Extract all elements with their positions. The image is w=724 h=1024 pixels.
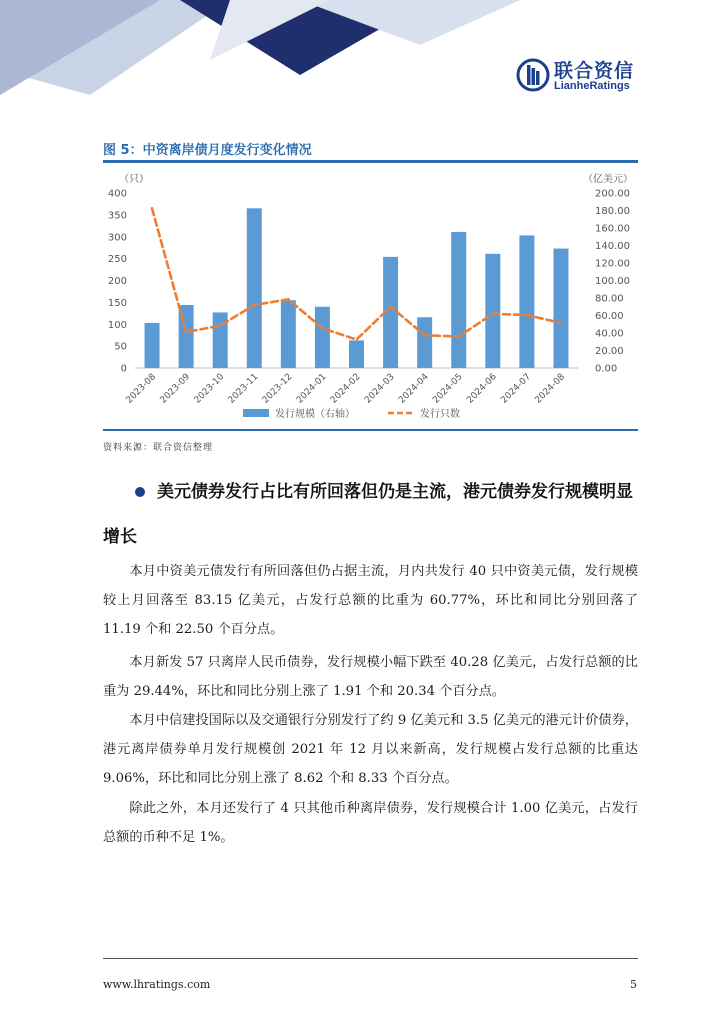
bar bbox=[553, 249, 568, 368]
figure-top-rule bbox=[103, 160, 638, 163]
left-tick-label: 150 bbox=[107, 297, 127, 309]
section-heading-text: 美元债券发行占比有所回落但仍是主流，港元债券发行规模明显增长 bbox=[103, 482, 633, 547]
left-tick-label: 350 bbox=[107, 210, 127, 222]
bar bbox=[349, 340, 364, 368]
footer-rule bbox=[103, 958, 638, 959]
x-tick-label: 2023-12 bbox=[260, 372, 295, 406]
logo-text-cn: 联合资信 bbox=[554, 60, 635, 82]
right-tick-label: 40.00 bbox=[595, 328, 624, 340]
legend-bar-label: 发行规模（右轴） bbox=[275, 409, 355, 420]
legend-line-label: 发行只数 bbox=[420, 409, 460, 420]
x-tick-label: 2024-08 bbox=[533, 372, 568, 406]
figure-bottom-rule bbox=[103, 429, 638, 431]
right-tick-label: 120.00 bbox=[595, 258, 630, 270]
right-tick-label: 200.00 bbox=[595, 188, 630, 200]
bar bbox=[145, 323, 160, 368]
bar bbox=[417, 317, 432, 368]
paragraph: 本月中资美元债发行有所回落但仍占据主流，月内共发行 40 只中资美元债，发行规模较上月回落至 83.15 亿美元，占发行总额的比重为 60.77%，环比和同比分别回落了 11.19 个和 22.50 个百分点。 bbox=[103, 564, 638, 637]
right-tick-label: 180.00 bbox=[595, 206, 630, 217]
footer-url: www.lhratings.com bbox=[103, 978, 211, 991]
bar bbox=[519, 235, 534, 368]
right-tick-label: 80.00 bbox=[595, 293, 624, 305]
right-tick-label: 160.00 bbox=[595, 223, 630, 235]
right-tick-label: 140.00 bbox=[595, 241, 630, 252]
logo-text-en: LianheRatings bbox=[554, 80, 630, 92]
left-tick-label: 0 bbox=[120, 363, 127, 375]
x-tick-label: 2024-07 bbox=[499, 372, 534, 406]
figure-title: 图 5：中资离岸债月度发行变化情况 bbox=[103, 143, 312, 158]
left-tick-label: 250 bbox=[107, 254, 127, 266]
left-tick-label: 200 bbox=[107, 276, 127, 287]
figure-source: 资料来源：联合资信整理 bbox=[103, 443, 214, 453]
issuance-chart bbox=[103, 166, 638, 426]
right-tick-label: 0.00 bbox=[595, 363, 618, 375]
section-heading bbox=[103, 470, 643, 560]
x-tick-label: 2024-05 bbox=[431, 372, 465, 406]
x-tick-label: 2024-02 bbox=[328, 372, 363, 406]
bar bbox=[213, 312, 228, 368]
x-tick-label: 2024-06 bbox=[465, 372, 499, 406]
paragraph: 本月中信建投国际以及交通银行分别发行了约 9 亿美元和 3.5 亿美元的港元计价债券，港元离岸债券单月发行规模创 2021 年 12 月以来新高，发行规模占发行总额的比重达 9.06%，环比和同比分别上涨了 8.62 个和 8.33 个百分点。 bbox=[103, 713, 638, 786]
x-tick-label: 2024-03 bbox=[363, 372, 397, 406]
page-number: 5 bbox=[630, 978, 637, 991]
paragraph: 除此之外，本月还发行了 4 只其他币种离岸债券，发行规模合计 1.00 亿美元，占发行总额的币种不足 1%。 bbox=[103, 801, 638, 845]
legend-bar-swatch bbox=[243, 409, 269, 417]
left-tick-label: 400 bbox=[107, 188, 127, 200]
left-tick-label: 100 bbox=[107, 319, 127, 331]
x-tick-label: 2023-11 bbox=[226, 372, 261, 406]
paragraph: 本月新发 57 只离岸人民币债券，发行规模小幅下跌至 40.28 亿美元，占发行总额的比重为 29.44%，环比和同比分别上涨了 1.91 个和 20.34 个百分点。 bbox=[103, 655, 638, 699]
bar bbox=[315, 307, 330, 368]
bar bbox=[247, 208, 262, 368]
x-tick-label: 2023-08 bbox=[124, 372, 159, 406]
right-tick-label: 100.00 bbox=[595, 276, 630, 287]
right-axis-unit: （亿美元） bbox=[583, 174, 633, 185]
left-tick-label: 50 bbox=[114, 341, 127, 353]
x-tick-label: 2023-10 bbox=[192, 372, 227, 406]
x-tick-label: 2024-04 bbox=[397, 372, 431, 406]
right-tick-label: 20.00 bbox=[595, 346, 624, 357]
right-tick-label: 60.00 bbox=[595, 311, 624, 322]
x-tick-label: 2024-01 bbox=[294, 372, 329, 406]
logo-icon bbox=[516, 58, 550, 92]
left-axis-unit: （只） bbox=[119, 174, 149, 185]
x-tick-label: 2023-09 bbox=[158, 372, 193, 406]
bullet-icon bbox=[135, 487, 145, 497]
company-logo bbox=[516, 56, 646, 96]
left-tick-label: 300 bbox=[107, 232, 127, 244]
bar bbox=[451, 232, 466, 368]
bar bbox=[485, 254, 500, 368]
bar bbox=[281, 300, 296, 368]
